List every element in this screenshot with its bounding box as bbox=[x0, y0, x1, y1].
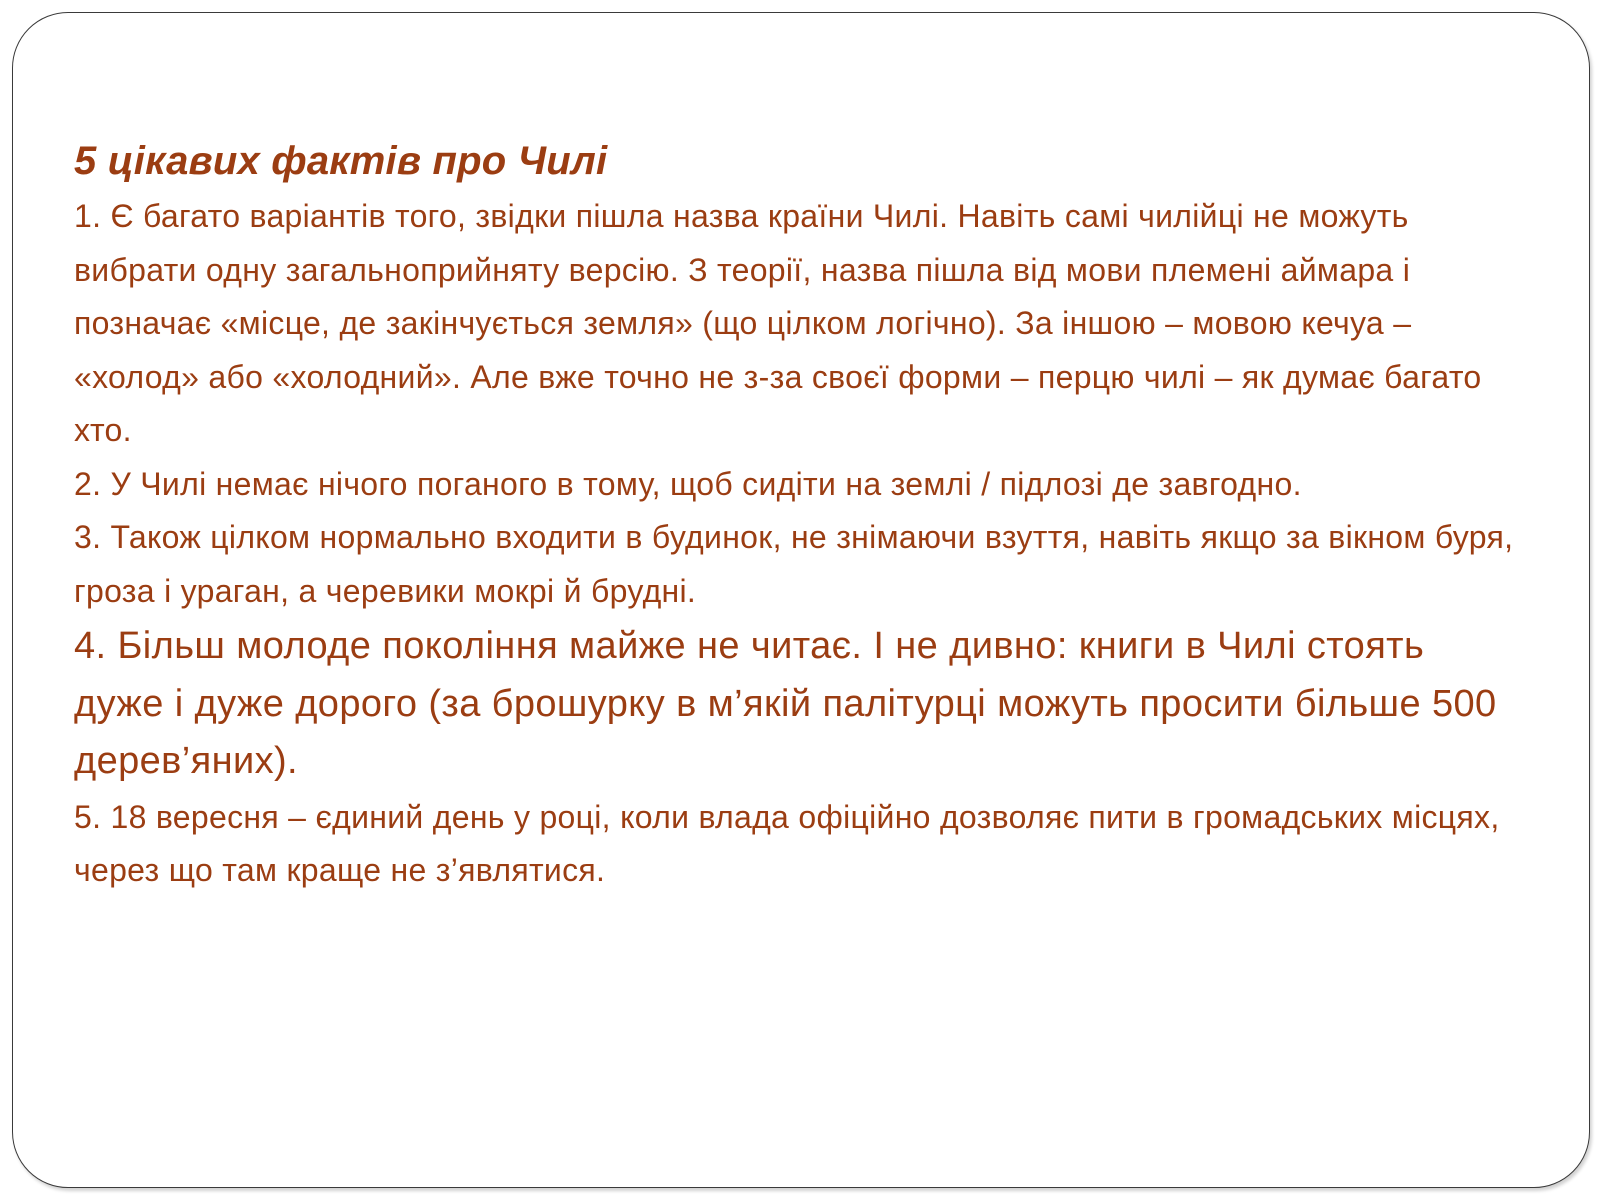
fact-3: 3. Також цілком нормально входити в будинок, не знімаючи взуття, навіть якщо за вікном буря, гроза і ураган, а черевики мокрі й брудні. bbox=[74, 519, 1514, 609]
fact-5: 5. 18 вересня – єдиний день у році, коли влада офіційно дозволяє пити в громадських місцях, через що там краще не з’являтися. bbox=[74, 798, 1500, 888]
fact-2: 2. У Чилі немає нічого поганого в тому, щоб сидіти на землі / підлозі де завгодно. bbox=[74, 465, 1302, 502]
slide-content bbox=[74, 132, 1514, 898]
fact-4: 4. Більш молоде покоління майже не читає. І не дивно: книги в Чилі стоять дуже і дуже дорого (за брошурку в м’якій палітурці можуть просити більше 500 дерев’яних). bbox=[74, 625, 1497, 782]
slide-title: 5 цікавих фактів про Чилі bbox=[74, 139, 608, 183]
fact-1: 1. Є багато варіантів того, звідки пішла назва країни Чилі. Навіть самі чилійці не можуть вибрати одну загальноприйняту версію. З теорії, назва пішла від мови племені аймара і позначає «місце, де закінчується земля» (що цілком логічно). За іншою – мовою кечуа – «холод» або «холодний». Але вже точно не з-за своєї форми – перцю чилі – як думає багато хто. bbox=[74, 198, 1482, 448]
